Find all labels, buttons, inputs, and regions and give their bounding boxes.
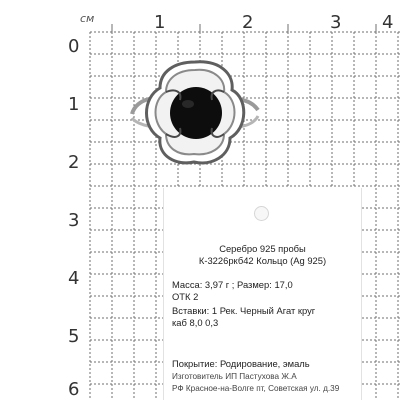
tag-mass-size: Масса: 3,97 г ; Размер: 17,0 xyxy=(172,279,293,290)
y-tick-1: 1 xyxy=(68,94,80,115)
tag-title-line1: Серебро 925 пробы xyxy=(219,243,306,254)
y-tick-5: 5 xyxy=(68,326,80,347)
tag-address: РФ Красное-на-Волге пт, Советская ул. д.39 xyxy=(172,384,340,393)
y-tick-6: 6 xyxy=(68,379,80,400)
unit-label: см xyxy=(80,12,95,25)
x-tick-1: 1 xyxy=(154,12,166,33)
x-tick-4: 4 xyxy=(382,12,394,33)
y-tick-3: 3 xyxy=(68,210,80,231)
ring-image xyxy=(130,58,260,168)
tag-coating: Покрытие: Родирование, эмаль xyxy=(172,358,310,369)
tag-manufacturer: Изготовитель ИП Пастухова Ж.А xyxy=(172,372,297,381)
tag-inserts-line2: каб 8,0 0,3 xyxy=(172,317,219,328)
y-tick-2: 2 xyxy=(68,152,80,173)
tag-hole xyxy=(254,206,269,221)
x-tick-2: 2 xyxy=(242,12,254,33)
tag-inserts-line1: Вставки: 1 Рек. Черный Агат круг xyxy=(172,305,316,316)
y-tick-0: 0 xyxy=(68,36,80,57)
y-tick-4: 4 xyxy=(68,268,80,289)
tag-title-line2: К-3226ркб42 Кольцо (Ag 925) xyxy=(198,255,327,266)
product-tag xyxy=(163,188,362,400)
x-tick-3: 3 xyxy=(330,12,342,33)
tag-otk: ОТК 2 xyxy=(172,291,199,302)
